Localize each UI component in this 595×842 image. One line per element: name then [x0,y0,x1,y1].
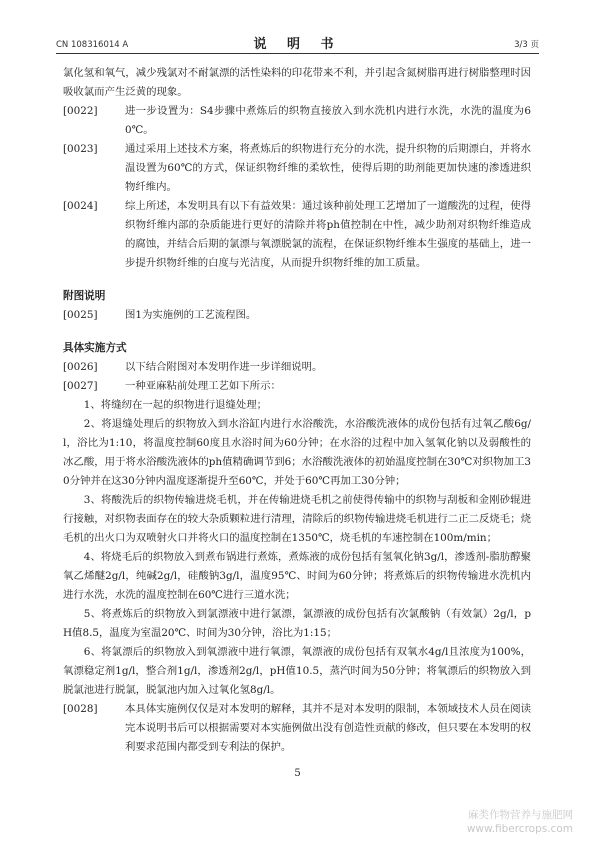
paragraph-text: 一种亚麻粘前处理工艺如下所示： [125,380,281,392]
process-step-5: 5、将煮炼后的织物放入到氯漂液中进行氯漂，氯漂液的成份包括有次氯酸钠（有效氯）2g/l，pH值8.5，温度为室温20℃、时间为30分钟，浴比为1:15； [63,608,531,639]
paragraph-0022 [63,102,531,140]
document-number: CN 108316014 A [56,40,129,50]
paragraph-number: [0028] [63,703,98,715]
paragraph-text: 综上所述，本发明具有以下有益效果：通过该种前处理工艺增加了一道酸洗的过程，使得织物纤维内部的杂质能进行更好的清除并将ph值控制在中性，减少助剂对织物纤维造成的腐蚀，并结合后期的氯漂与氧漂脱氯的流程，在保证织物纤维本生强度的基础上，进一步提升织物纤维的白度与光洁度，从而提升织物纤维的加工质量。 [125,200,531,269]
document-title: 说 明 书 [253,37,342,52]
page-reference: 3/3 页 [514,40,539,50]
process-step-4: 4、将烧毛后的织物放入到煮布锅进行煮炼，煮炼液的成份包括有氢氧化钠3g/l，渗透剂-脂肪醇聚氧乙烯醚2g/l，纯碱2g/l，硅酸钠3g/l，温度95℃、时间为60分钟；将煮炼后的织物传输进水洗机内进行水洗，水洗的温度控制在60℃进行三道水洗； [63,551,531,601]
paragraph-0023 [63,140,531,197]
header-divider [56,53,539,54]
section-heading-embodiment: 具体实施方式 [63,342,127,354]
paragraph-number: [0024] [63,200,98,212]
paragraph-number: [0027] [63,380,98,392]
paragraph-text: 通过采用上述技术方案，将煮炼后的织物进行充分的水洗，提升织物的后期漂白，并将水温设置为60℃的方式，保证织物纤维的柔软性，使得后期的助剂能更加快速的渗透进织物纤维内。 [125,143,531,193]
paragraph-0026 [63,358,531,377]
paragraph-0024 [63,197,531,273]
page-header [56,32,539,54]
paragraph-0025 [63,306,531,325]
paragraph-0027 [63,377,531,396]
process-step-1: 1、将缝纫在一起的织物进行退缝处理； [83,399,268,411]
section-heading-figures: 附图说明 [63,290,106,302]
document-body [63,64,531,757]
process-step-2: 2、将退缝处理后的织物放入到水浴缸内进行水浴酸洗，水浴酸洗液体的成份包括有过氧乙酸6g/l，浴比为1:10，将温度控制60度且水浴时间为60分钟；在水浴的过程中加入氢氧化钠以及弱酸性的冰乙酸，用于将水浴酸洗液体的ph值精确调节到6；水浴酸洗液体的初始温度控制在30℃对织物加工30分钟并在这30分钟内温度逐渐提升至60℃，并处于60℃再加工30分钟； [63,418,531,487]
process-step-6: 6、将氯漂后的织物放入到氧漂液中进行氧漂，氧漂液的成份包括有双氧水4g/l且浓度为100%，氧漂稳定剂1g/l，整合剂1g/l，渗透剂2g/l，pH值10.5，蒸汽时间为50分钟；将氧漂后的织物放入到脱氯池进行脱氯，脱氯池内加入过氧化氢8g/l。 [63,646,531,696]
page-number: 5 [294,768,301,779]
intro-paragraph: 氯化氢和氧气，减少残氯对不耐氯漂的活性染料的印花带来不利，并引起含氮树脂再进行树脂整理时因吸收氯而产生泛黄的现象。 [63,67,531,98]
paragraph-number: [0025] [63,309,98,321]
watermark-url: www.fibercrops.com [466,823,573,835]
paragraph-0028 [63,700,531,757]
paragraph-number: [0023] [63,143,98,155]
watermark-title: 麻类作物营养与施肥网 [468,809,573,821]
watermark [467,808,573,836]
paragraph-text: 本具体实施例仅仅是对本发明的解释，其并不是对本发明的限制，本领域技术人员在阅读完本说明书后可以根据需要对本实施例做出没有创造性贡献的修改，但只要在本发明的权利要求范围内都受到专利法的保护。 [125,703,531,753]
paragraph-number: [0026] [63,361,98,373]
process-step-3: 3、将酸洗后的织物传输进烧毛机，并在传输进烧毛机之前使得传输中的织物与刮板和金刚砂辊进行接触，对织物表面存在的较大杂质颗粒进行清理，清除后的织物传输进烧毛机进行二正二反烧毛；烧毛机的出火口为双喷射火口并将火口的温度控制在1350℃，烧毛机的车速控制在100m/min； [63,494,531,544]
paragraph-text: 以下结合附图对本发明作进一步详细说明。 [125,361,323,373]
paragraph-number: [0022] [63,105,98,117]
paragraph-text: 图1为实施例的工艺流程图。 [125,309,257,321]
paragraph-text: 进一步设置为：S4步骤中煮炼后的织物直接放入到水洗机内进行水洗，水洗的温度为60℃。 [125,105,531,136]
